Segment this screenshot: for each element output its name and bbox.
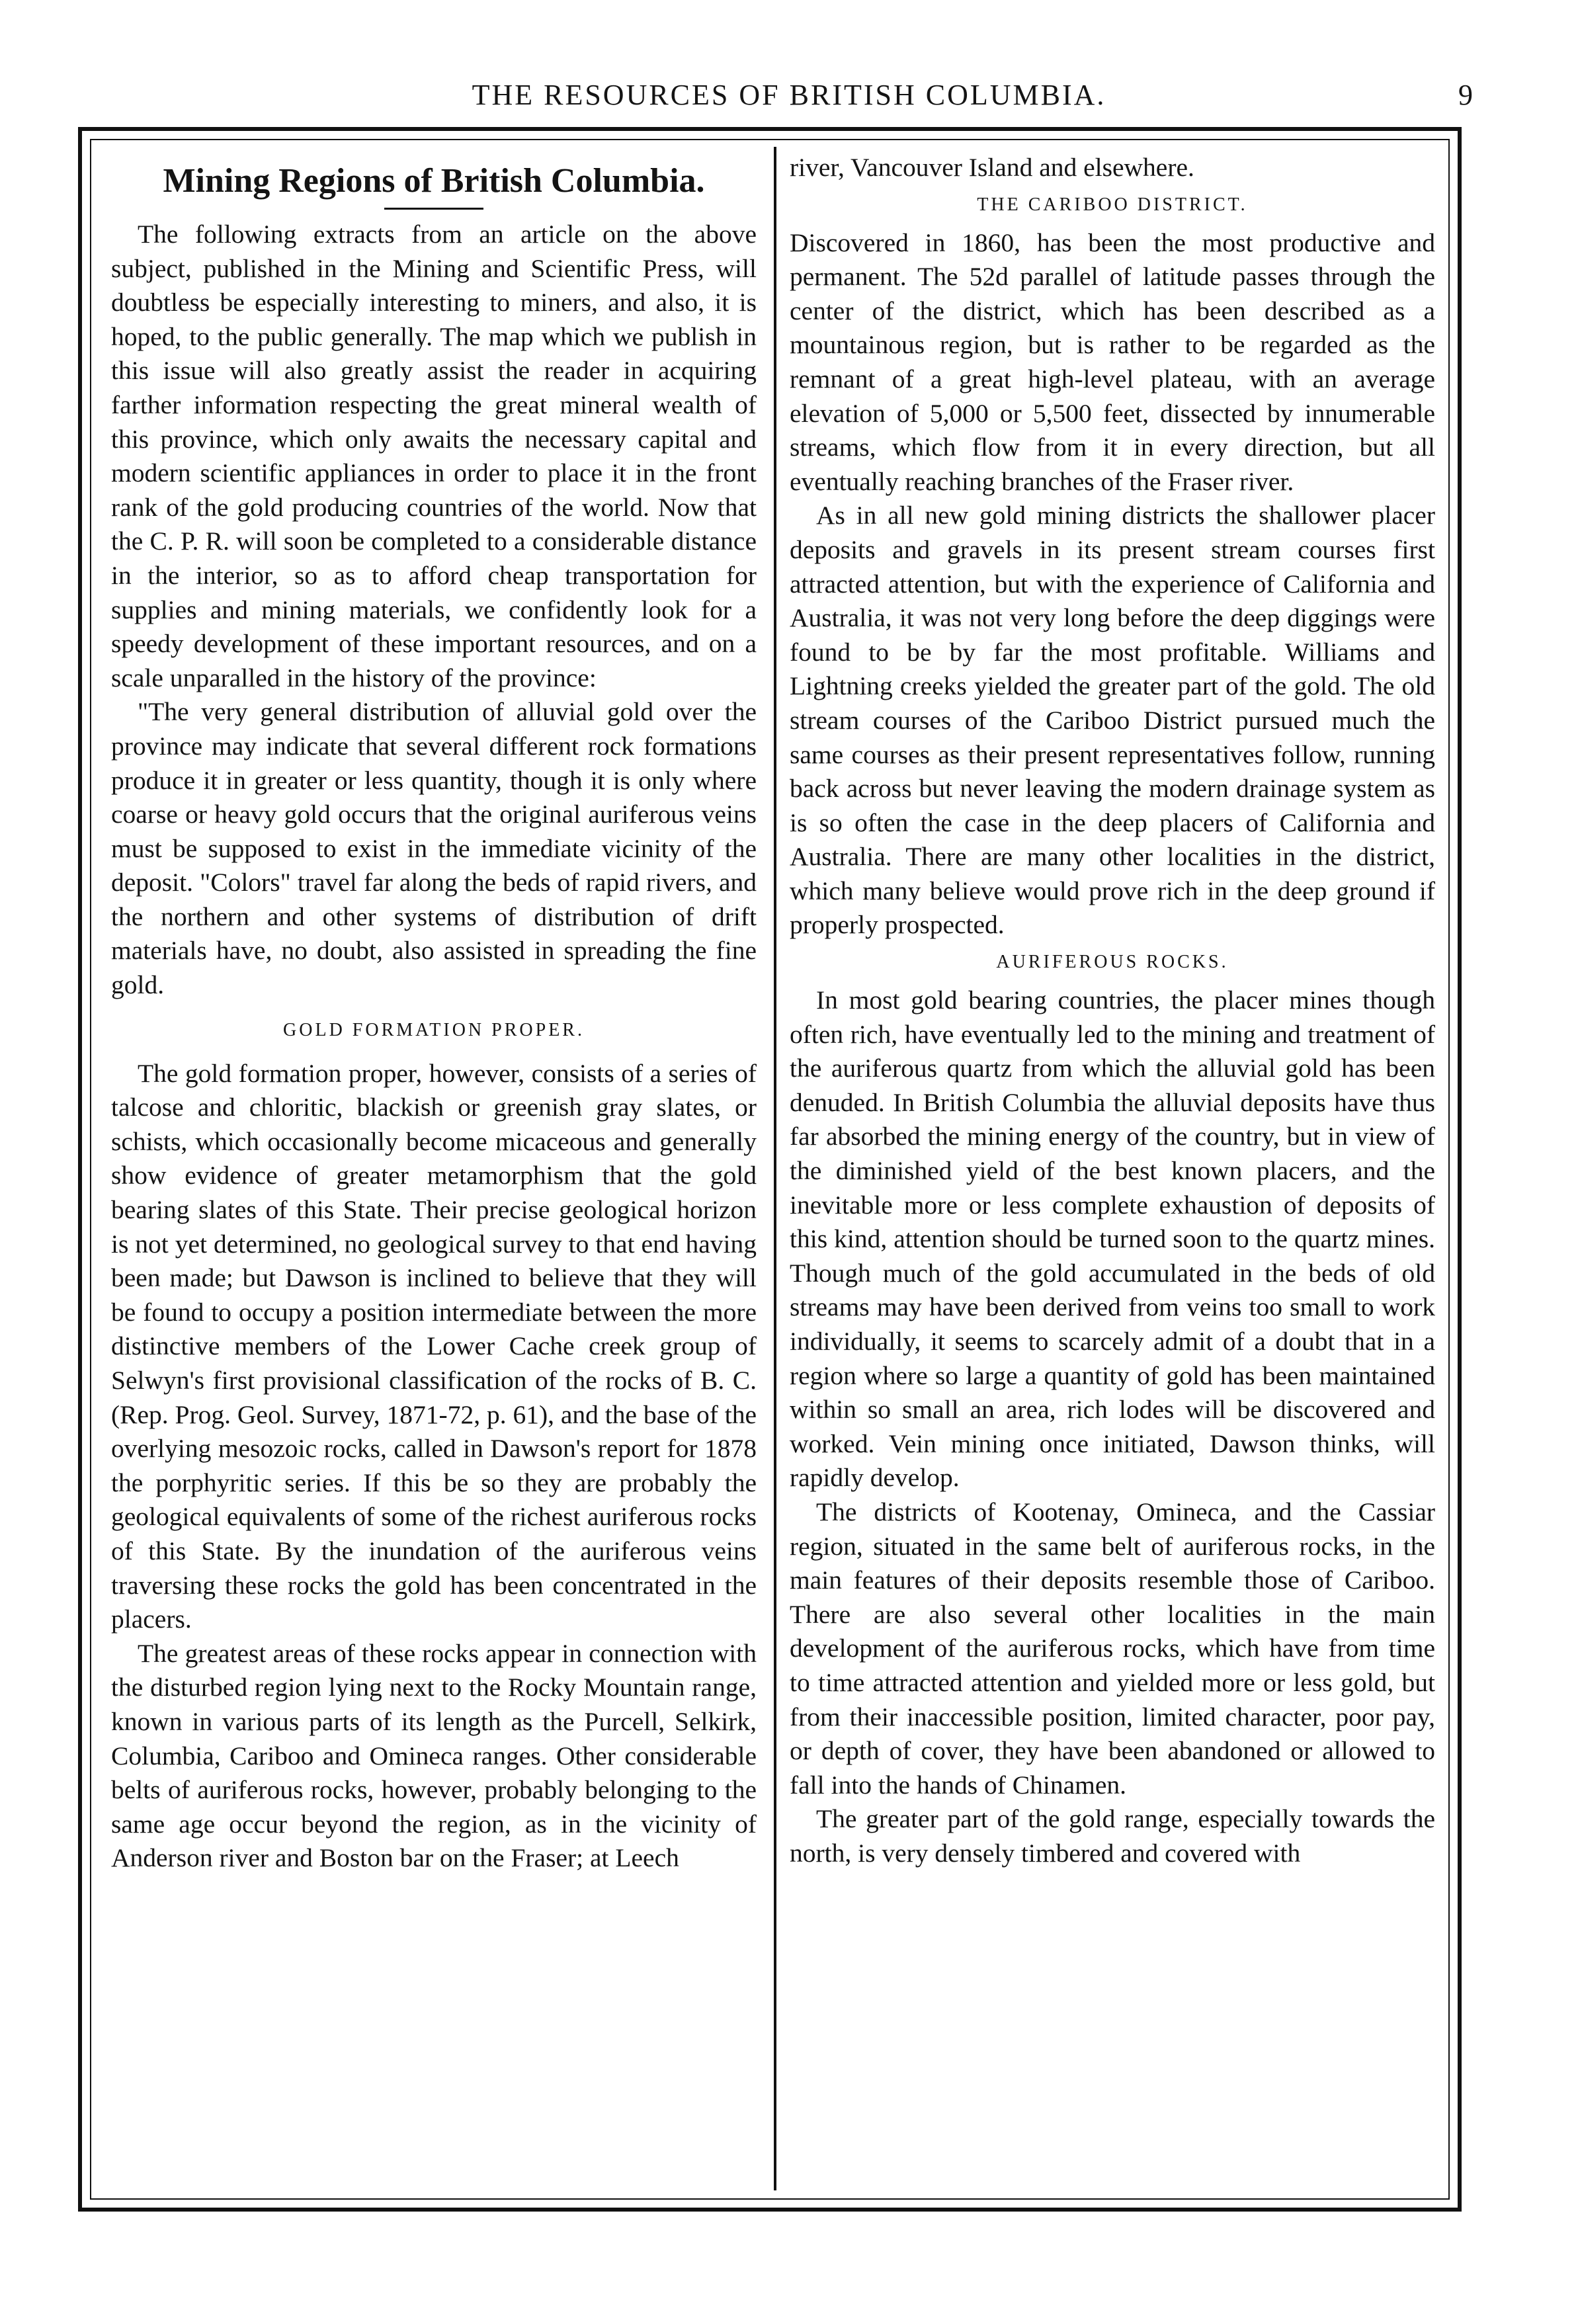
districts-paragraph: The districts of Kootenay, Omineca, and the Cassiar region, situated in the same belt of auriferous rocks, in the main features of their deposits resemble those of Cariboo. There are also several other localities in the main development of the auriferous rocks, which have from time to time attracted attention and yielded more or less gold, but from their inaccessible position, limited character, poor pay, or depth of cover, they have been abandoned or allowed to fall into the hands of Chinamen. (790, 1497, 1435, 1800)
cariboo-paragraph: Discovered in 1860, has been the most productive and permanent. The 52d parallel of latitude passes through the center of the district, which has been described as a mountainous region, but is rather to be regarded as the remnant of a great high-level plateau, with an average elevation of 5,000 or 5,500 feet, dissected by innumerable streams, which flow from it in every direction, but all eventually reaching branches of the Fraser river. (790, 228, 1435, 496)
column-divider (774, 147, 776, 2190)
continued-text: river, Vancouver Island and elsewhere. (790, 153, 1194, 182)
gold-formation-paragraph: The gold formation proper, however, consists of a series of talcose and chloritic, blackish or greenish gray slates, or schists, which occasionally become micaceous and generally show evidence of greater metamorphism that the gold bearing slates of this State. Their precise geological horizon is not yet determined, no geological survey to that end having been made; but Dawson is inclined to believe that they will be found to occupy a position intermediate between the more distinctive members of the Lower Cache creek group of Selwyn's first provisional classification of the rocks of B. C. (Rep. Prog. Geol. Survey, 1871-72, p. 61), and the base of the overlying mesozoic rocks, called in Dawson's report for 1878 the porphyritic series. If this be so they are probably the geological equivalents of some of the richest auriferous rocks of this State. By the inundation of the auriferous veins traversing these rocks the gold has been concentrated in the placers. (111, 1058, 757, 1634)
left-column (111, 151, 757, 1876)
placer-paragraph: As in all new gold mining districts the shallower placer deposits and gravels in its present stream courses first attracted attention, but with the experience of California and Australia, it was not very long before the deep diggings were found to be by far the most profitable. Williams and Lightning creeks yielded the greater part of the gold. The old stream courses of the Cariboo District pursued much the same courses as their present representatives follow, running back across but never leaving the modern drainage system as is so often the case in the deep placers of California and Australia. There are many other localities in the district, which many believe would prove rich in the deep ground if properly prospected. (790, 501, 1435, 940)
section-heading-cariboo: THE CARIBOO DISTRICT. (977, 194, 1248, 215)
section-heading-gold-formation: GOLD FORMATION PROPER. (283, 1019, 585, 1040)
page-number: 9 (1458, 79, 1473, 111)
section-heading-auriferous-rocks: AURIFEROUS ROCKS. (996, 952, 1229, 973)
headline-rule (384, 208, 483, 210)
running-title: THE RESOURCES OF BRITISH COLUMBIA. (472, 79, 1106, 111)
gold-range-paragraph: The greater part of the gold range, especially towards the north, is very densely timbered and covered with (790, 1804, 1435, 1868)
auriferous-paragraph: In most gold bearing countries, the placer mines though often rich, have eventually led to the mining and treatment of the auriferous quartz from which the alluvial gold has been denuded. In British Columbia the alluvial deposits have thus far absorbed the mining energy of the country, but in view of the diminished yield of the best known placers, and the inevitable more or less complete exhaustion of deposits of this kind, attention should be turned soon to the quartz mines. Though much of the gold accumulated in the beds of old streams may have been derived from veins too small to work individually, it seems to scarcely admit of a doubt that in a region where so large a quantity of gold has been maintained within so small an area, rich lodes will be discovered and worked. Vein mining once initiated, Dawson thinks, will rapidly develop. (790, 985, 1435, 1493)
intro-paragraph: The following extracts from an article on the above subject, published in the Mining and Scientific Press, will doubtless be especially interesting to miners, and also, it is hoped, to the public generally. The map which we publish in this issue will also greatly assist the reader in acquiring farther information respecting the great mineral wealth of this province, which only awaits the necessary capital and modern scientific appliances in order to place it in the front rank of the gold producing countries of the world. Now that the C. P. R. will soon be completed to a considerable distance in the interior, so as to afford cheap transportation for supplies and mining materials, we confidently look for a speedy development of these important resources, and on a scale unparalled in the history of the province: (111, 220, 757, 692)
right-column (790, 151, 1435, 1871)
rock-areas-paragraph: The greatest areas of these rocks appear in connection with the disturbed region lying next to the Rocky Mountain range, known in various parts of its length as the Purcell, Selkirk, Columbia, Cariboo and Omineca ranges. Other considerable belts of auriferous rocks, however, probably belonging to the same age occur beyond the region, as in the vicinity of Anderson river and Boston bar on the Fraser; at Leech (111, 1638, 757, 1873)
quote-paragraph: "The very general distribution of alluvial gold over the province may indicate that several different rock formations produce it in greater or less quantity, though it is only where coarse or heavy gold occurs that the original auriferous veins must be supposed to exist in the immediate vicinity of the deposit. "Colors" travel far along the beds of rapid rivers, and the northern and other systems of distribution of drift materials have, no doubt, also assisted in spreading the fine gold. (111, 697, 757, 1000)
article-headline: Mining Regions of British Columbia. (163, 162, 705, 200)
